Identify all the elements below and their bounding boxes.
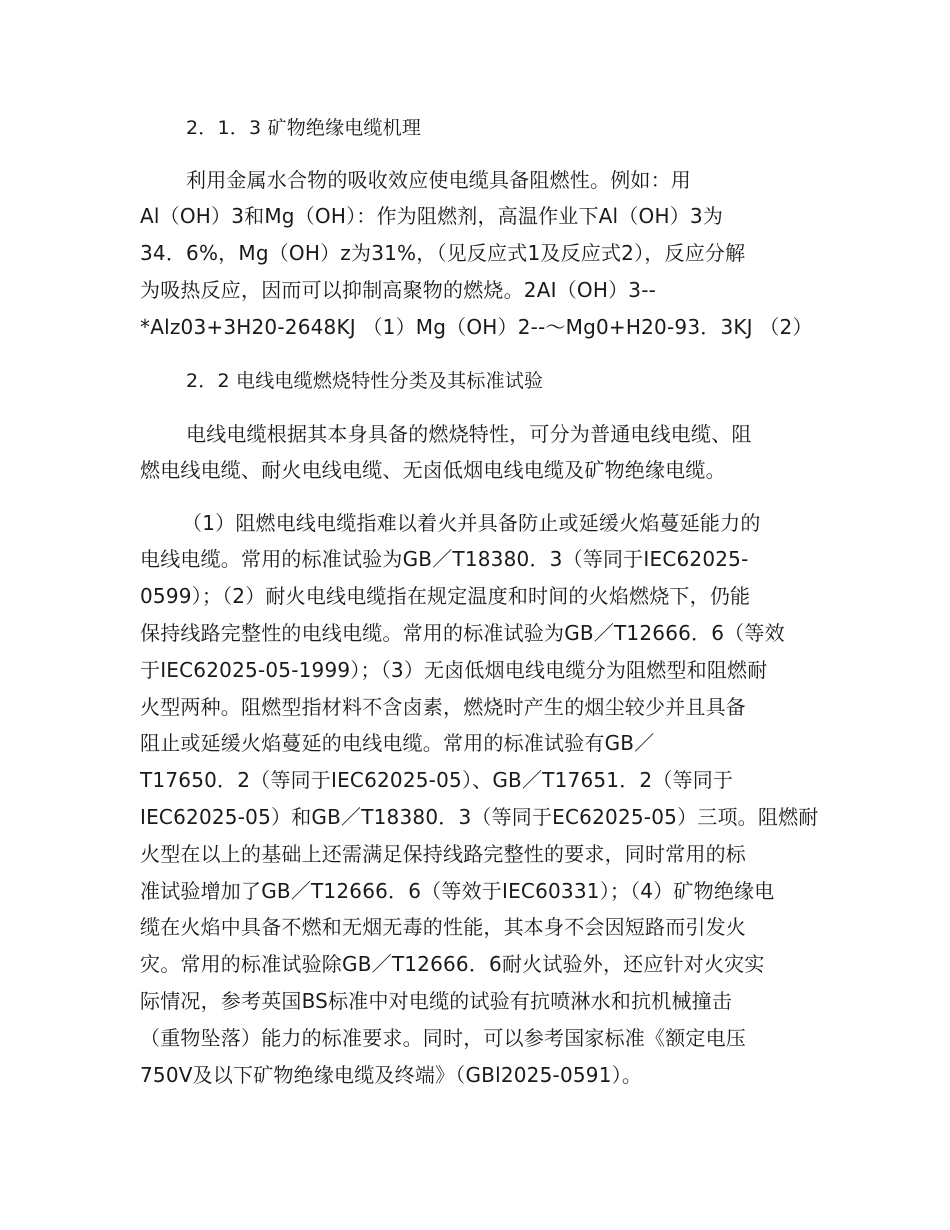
- paragraph-line: IEC62025-05）和GB／T18380．3（等同于EC62025-05）三项。阻燃耐: [140, 805, 819, 829]
- paragraph-line: Al（OH）3和Mg（OH）：作为阻燃剂，高温作业下Al（OH）3为: [140, 204, 724, 228]
- paragraph-line: 阻止或延缓火焰蔓延的电线电缆。常用的标准试验有GB／: [140, 731, 655, 755]
- paragraph-line: 准试验增加了GB／T12666．6（等效于IEC60331）；（4）矿物绝缘电: [140, 879, 775, 903]
- paragraph-line: 750V及以下矿物绝缘电缆及终端》（GBl2025-0591）。: [140, 1063, 643, 1087]
- paragraph-line: 利用金属水合物的吸收效应使电缆具备阻燃性。例如：用: [186, 168, 691, 192]
- paragraph-line: *Alz03+3H20-2648KJ （1）Mg（OH）2--～Mg0+H20-93．3KJ （2）: [140, 315, 813, 339]
- paragraph-line: 为吸热反应，因而可以抑制高聚物的燃烧。2AI（OH）3--: [140, 278, 657, 302]
- paragraph-line: 电线电缆根据其本身具备的燃烧特性，可分为普通电线电缆、阻: [186, 422, 752, 446]
- paragraph-line: 于IEC62025-05-1999）；（3）无卤低烟电线电缆分为阻燃型和阻燃耐: [140, 658, 768, 682]
- paragraph-line: 灾。常用的标准试验除GB／T12666．6耐火试验外，还应针对火灾实: [140, 952, 765, 976]
- paragraph-line: 火型在以上的基础上还需满足保持线路完整性的要求，同时常用的标: [140, 842, 746, 866]
- paragraph-line: （1）阻燃电线电缆指难以着火并具备防止或延缓火焰蔓延能力的: [182, 511, 761, 535]
- paragraph-line: 保持线路完整性的电线电缆。常用的标准试验为GB／T12666．6（等效: [140, 621, 785, 645]
- paragraph-line: 0599）；（2）耐火电线电缆指在规定温度和时间的火焰燃烧下，仍能: [140, 584, 751, 608]
- paragraph-line: （重物坠落）能力的标准要求。同时，可以参考国家标准《额定电压: [140, 1026, 746, 1050]
- section-heading-2-1-3: 2．1．3 矿物绝缘电缆机理: [186, 117, 422, 139]
- paragraph-line: 燃电线电缆、耐火电线电缆、无卤低烟电线电缆及矿物绝缘电缆。: [140, 458, 726, 482]
- paragraph-line: 火型两种。阻燃型指材料不含卤素，燃烧时产生的烟尘较少并且具备: [140, 695, 746, 719]
- paragraph-line: 际情况，参考英国BS标准中对电缆的试验有抗喷淋水和抗机械撞击: [140, 989, 733, 1013]
- paragraph-line: 电线电缆。常用的标准试验为GB／T18380．3（等同于IEC62025-: [140, 547, 749, 571]
- section-heading-2-2: 2．2 电线电缆燃烧特性分类及其标准试验: [186, 370, 544, 392]
- paragraph-line: T17650．2（等同于IEC62025-05）、GB／T17651．2（等同于: [140, 768, 734, 792]
- paragraph-line: 34．6%，Mg（OH）z为31%，（见反应式1及反应式2），反应分解: [140, 241, 746, 265]
- paragraph-line: 缆在火焰中具备不燃和无烟无毒的性能，其本身不会因短路而引发火: [140, 915, 746, 939]
